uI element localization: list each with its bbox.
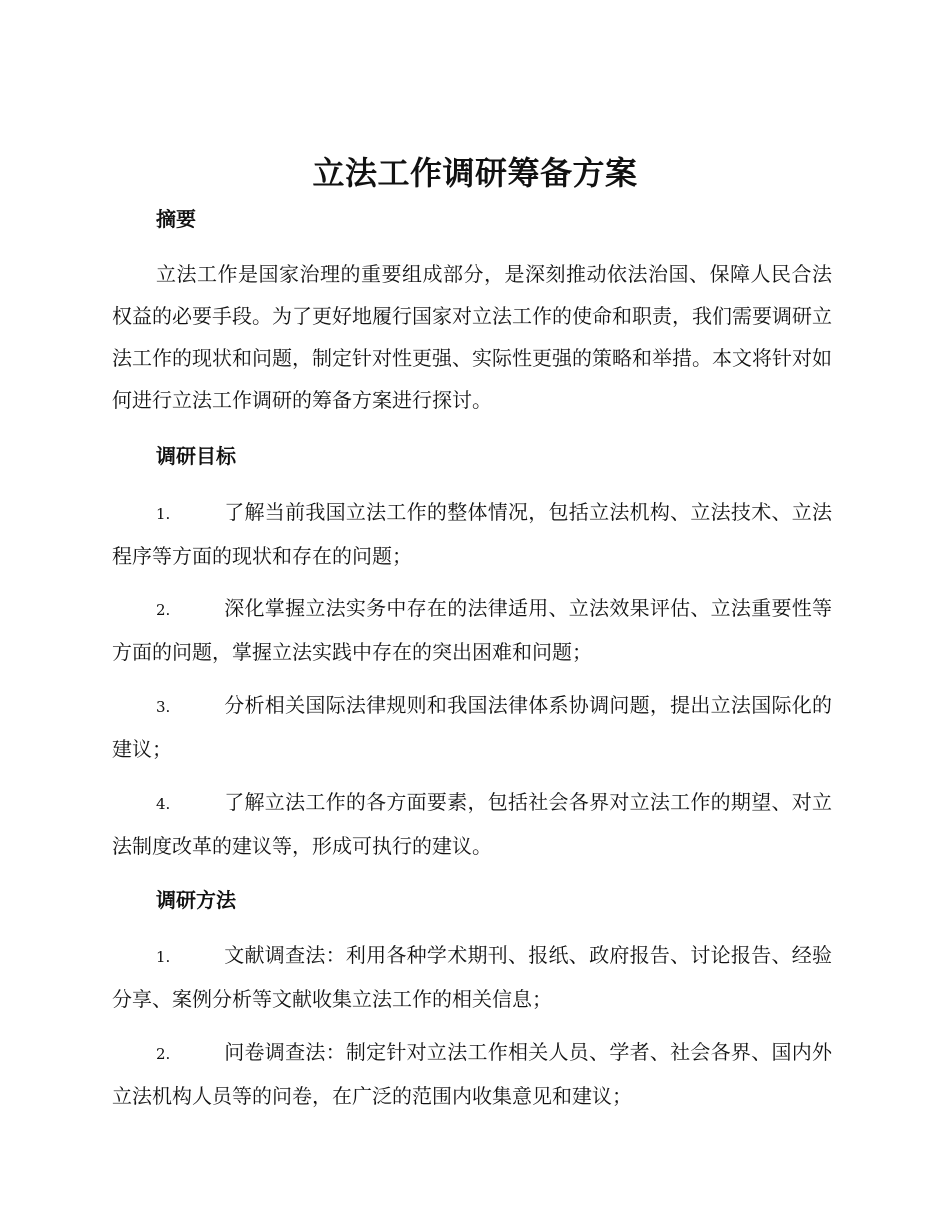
list-number: 3. bbox=[156, 698, 171, 716]
goal-item bbox=[112, 587, 832, 673]
abstract-paragraph: 立法工作是国家治理的重要组成部分，是深刻推动依法治国、保障人民合法权益的必要手段。为了更好地履行国家对立法工作的使命和职责，我们需要调研立法工作的现状和问题，制定针对性更强、实际性更强的策略和举措。本文将针对如何进行立法工作调研的筹备方案进行探讨。 bbox=[112, 262, 832, 412]
goal-item bbox=[112, 684, 832, 770]
list-text: 问卷调查法：制定针对立法工作相关人员、学者、社会各界、国内外立法机构人员等的问卷，在广泛的范围内收集意见和建议； bbox=[112, 1040, 832, 1108]
section-heading-abstract: 摘要 bbox=[156, 207, 196, 231]
list-text: 了解立法工作的各方面要素，包括社会各界对立法工作的期望、对立法制度改革的建议等，形成可执行的建议。 bbox=[112, 790, 832, 858]
list-text: 分析相关国际法律规则和我国法律体系协调问题，提出立法国际化的建议； bbox=[112, 693, 832, 761]
method-item bbox=[112, 934, 832, 1020]
list-number: 1. bbox=[156, 505, 171, 523]
list-number: 2. bbox=[156, 601, 171, 619]
section-heading-methods: 调研方法 bbox=[156, 888, 236, 912]
method-item bbox=[112, 1031, 832, 1117]
list-text: 深化掌握立法实务中存在的法律适用、立法效果评估、立法重要性等方面的问题，掌握立法实践中存在的突出困难和问题； bbox=[112, 596, 832, 664]
goal-item bbox=[112, 781, 832, 867]
list-number: 4. bbox=[156, 795, 171, 813]
list-text: 了解当前我国立法工作的整体情况，包括立法机构、立法技术、立法程序等方面的现状和存在的问题； bbox=[112, 500, 832, 568]
list-text: 文献调查法：利用各种学术期刊、报纸、政府报告、讨论报告、经验分享、案例分析等文献收集立法工作的相关信息； bbox=[112, 943, 832, 1011]
list-number: 1. bbox=[156, 948, 171, 966]
section-heading-goals: 调研目标 bbox=[156, 444, 236, 468]
goal-item bbox=[112, 491, 832, 577]
list-number: 2. bbox=[156, 1045, 171, 1063]
document-title: 立法工作调研筹备方案 bbox=[312, 154, 638, 192]
